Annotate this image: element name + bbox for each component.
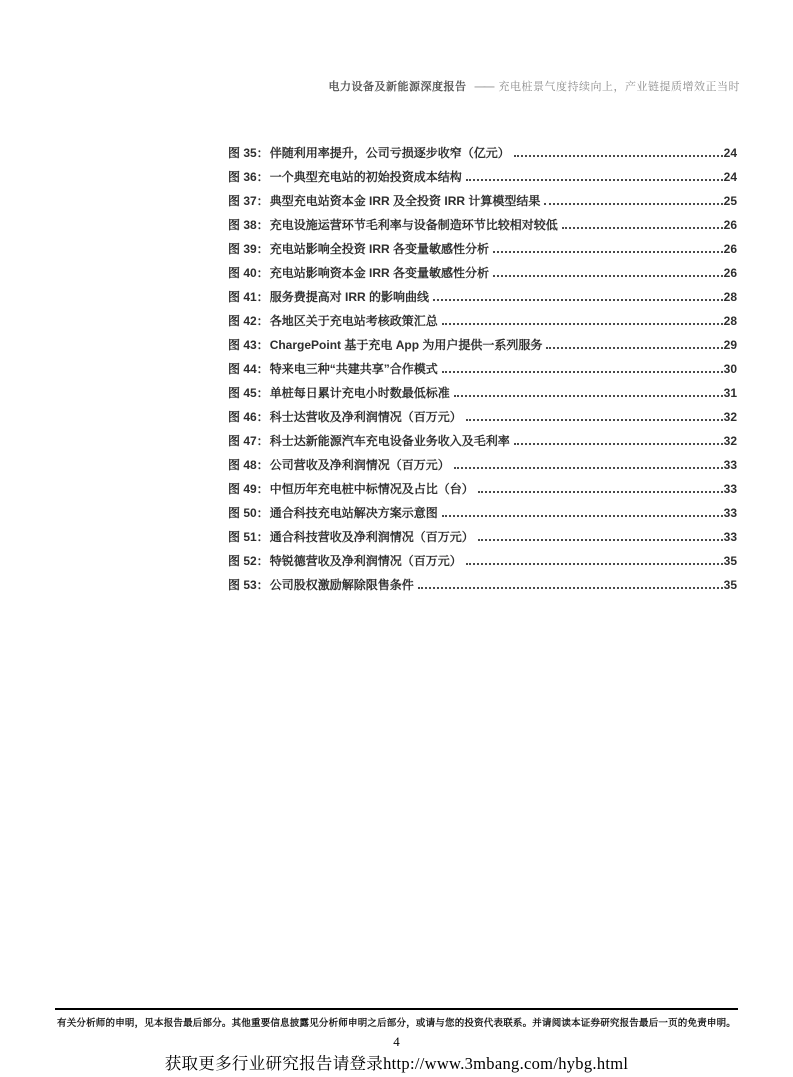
toc-entry-page: 33 bbox=[723, 482, 737, 496]
toc-entry-title: 充电站影响资本金 IRR 各变量敏感性分析 bbox=[269, 266, 490, 280]
footer-divider bbox=[55, 1008, 738, 1010]
toc-entry[interactable] bbox=[228, 309, 737, 333]
toc-entry-label: 图 39： bbox=[228, 242, 269, 256]
toc-entry-title: 通合科技充电站解决方案示意图 bbox=[269, 506, 438, 520]
dot-leader bbox=[466, 563, 723, 565]
toc-entry-title: 特锐德营收及净利润情况（百万元） bbox=[269, 554, 462, 568]
toc-entry-label: 图 53： bbox=[228, 578, 269, 592]
toc-entry-title: 各地区关于充电站考核政策汇总 bbox=[269, 314, 438, 328]
dot-leader bbox=[514, 443, 723, 445]
toc-entry-label: 图 44： bbox=[228, 362, 269, 376]
toc-entry[interactable] bbox=[228, 453, 737, 477]
toc-entry-page: 24 bbox=[723, 170, 737, 184]
toc-entry[interactable] bbox=[228, 405, 737, 429]
dot-leader bbox=[493, 251, 723, 253]
toc-entry[interactable] bbox=[228, 333, 737, 357]
dot-leader bbox=[442, 371, 723, 373]
toc-entry-label: 图 35： bbox=[228, 146, 269, 160]
dot-leader bbox=[454, 467, 723, 469]
toc-entry-title: 科士达营收及净利润情况（百万元） bbox=[269, 410, 462, 424]
toc-entry-label: 图 43： bbox=[228, 338, 269, 352]
toc-entry-page: 26 bbox=[723, 242, 737, 256]
toc-entry[interactable] bbox=[228, 285, 737, 309]
toc-entry[interactable] bbox=[228, 141, 737, 165]
dot-leader bbox=[418, 587, 723, 589]
toc-entry-page: 26 bbox=[723, 218, 737, 232]
disclaimer-text: 有关分析师的申明，见本报告最后部分。其他重要信息披露见分析师申明之后部分，或请与您的投资代表联系。并请阅读本证券研究报告最后一页的免责申明。 bbox=[57, 1018, 737, 1029]
figure-list bbox=[228, 141, 737, 597]
toc-entry-title: 中恒历年充电桩中标情况及占比（台） bbox=[269, 482, 474, 496]
toc-entry[interactable] bbox=[228, 165, 737, 189]
toc-entry-title: 科士达新能源汽车充电设备业务收入及毛利率 bbox=[269, 434, 510, 448]
toc-entry-label: 图 46： bbox=[228, 410, 269, 424]
dot-leader bbox=[466, 179, 723, 181]
toc-entry[interactable] bbox=[228, 189, 737, 213]
toc-entry-title: ChargePoint 基于充电 App 为用户提供一系列服务 bbox=[269, 338, 543, 352]
toc-entry-title: 单桩每日累计充电小时数最低标准 bbox=[269, 386, 450, 400]
toc-entry-label: 图 51： bbox=[228, 530, 269, 544]
toc-entry-title: 充电设施运营环节毛利率与设备制造环节比较相对较低 bbox=[269, 218, 558, 232]
toc-entry[interactable] bbox=[228, 525, 737, 549]
toc-entry-page: 35 bbox=[723, 578, 737, 592]
toc-entry-label: 图 38： bbox=[228, 218, 269, 232]
dot-leader bbox=[433, 299, 723, 301]
toc-entry-page: 32 bbox=[723, 410, 737, 424]
dot-leader bbox=[442, 323, 723, 325]
dot-leader bbox=[546, 347, 722, 349]
dot-leader bbox=[454, 395, 723, 397]
toc-entry-title: 特来电三种“共建共享”合作模式 bbox=[269, 362, 438, 376]
toc-entry-title: 公司股权激励解除限售条件 bbox=[269, 578, 414, 592]
report-type-label: 电力设备及新能源深度报告 bbox=[328, 81, 467, 93]
toc-entry-title: 典型充电站资本金 IRR 及全投资 IRR 计算模型结果 bbox=[269, 194, 541, 208]
toc-entry-page: 24 bbox=[723, 146, 737, 160]
toc-entry-page: 35 bbox=[723, 554, 737, 568]
toc-entry-label: 图 47： bbox=[228, 434, 269, 448]
header-dash: —— bbox=[474, 81, 493, 93]
toc-entry-label: 图 36： bbox=[228, 170, 269, 184]
toc-entry-title: 充电站影响全投资 IRR 各变量敏感性分析 bbox=[269, 242, 490, 256]
toc-entry-page: 26 bbox=[723, 266, 737, 280]
toc-entry[interactable] bbox=[228, 477, 737, 501]
toc-entry-label: 图 40： bbox=[228, 266, 269, 280]
toc-entry[interactable] bbox=[228, 429, 737, 453]
toc-entry-label: 图 50： bbox=[228, 506, 269, 520]
dot-leader bbox=[562, 227, 723, 229]
dot-leader bbox=[466, 419, 723, 421]
toc-entry-label: 图 48： bbox=[228, 458, 269, 472]
toc-entry-label: 图 37： bbox=[228, 194, 269, 208]
toc-entry-page: 28 bbox=[723, 290, 737, 304]
toc-entry-label: 图 49： bbox=[228, 482, 269, 496]
toc-entry[interactable] bbox=[228, 213, 737, 237]
toc-entry-title: 一个典型充电站的初始投资成本结构 bbox=[269, 170, 462, 184]
page-number: 4 bbox=[393, 1034, 400, 1049]
report-subtitle: 充电桩景气度持续向上，产业链提质增效正当时 bbox=[498, 81, 740, 93]
toc-entry-label: 图 45： bbox=[228, 386, 269, 400]
dot-leader bbox=[478, 539, 723, 541]
toc-entry-label: 图 52： bbox=[228, 554, 269, 568]
toc-entry-title: 服务费提高对 IRR 的影响曲线 bbox=[269, 290, 430, 304]
dot-leader bbox=[478, 491, 723, 493]
toc-entry-title: 伴随利用率提升，公司亏损逐步收窄（亿元） bbox=[269, 146, 510, 160]
toc-entry[interactable] bbox=[228, 261, 737, 285]
toc-entry-page: 25 bbox=[723, 194, 737, 208]
toc-entry[interactable] bbox=[228, 357, 737, 381]
toc-entry-label: 图 41： bbox=[228, 290, 269, 304]
toc-entry-title: 通合科技营收及净利润情况（百万元） bbox=[269, 530, 474, 544]
dot-leader bbox=[442, 515, 723, 517]
toc-entry-page: 29 bbox=[723, 338, 737, 352]
toc-entry[interactable] bbox=[228, 501, 737, 525]
toc-entry-page: 33 bbox=[723, 530, 737, 544]
page-header bbox=[329, 79, 741, 95]
toc-entry[interactable] bbox=[228, 237, 737, 261]
watermark-link[interactable]: 获取更多行业研究报告请登录http://www.3mbang.com/hybg.html bbox=[164, 1054, 629, 1073]
toc-entry-title: 公司营收及净利润情况（百万元） bbox=[269, 458, 450, 472]
dot-leader bbox=[514, 155, 723, 157]
toc-entry[interactable] bbox=[228, 573, 737, 597]
toc-entry-label: 图 42： bbox=[228, 314, 269, 328]
toc-entry-page: 33 bbox=[723, 506, 737, 520]
dot-leader bbox=[493, 275, 723, 277]
toc-entry-page: 33 bbox=[723, 458, 737, 472]
dot-leader bbox=[544, 203, 722, 205]
toc-entry-page: 30 bbox=[723, 362, 737, 376]
toc-entry-page: 32 bbox=[723, 434, 737, 448]
toc-entry[interactable] bbox=[228, 381, 737, 405]
toc-entry[interactable] bbox=[228, 549, 737, 573]
toc-entry-page: 28 bbox=[723, 314, 737, 328]
toc-entry-page: 31 bbox=[723, 386, 737, 400]
